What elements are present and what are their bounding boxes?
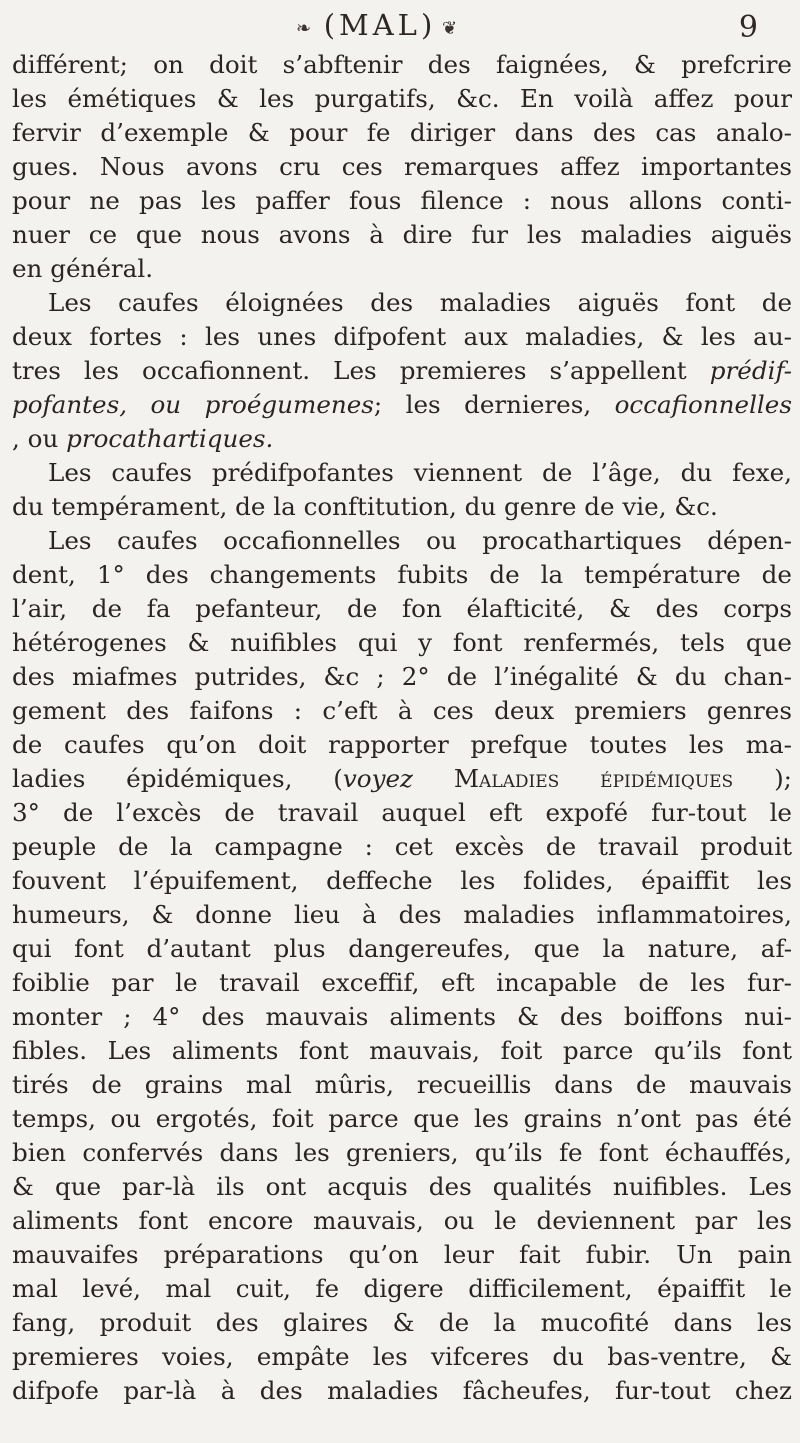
text-line: mauvaifes préparations qu’on leur fait fubir. Un pain [12, 1240, 792, 1269]
text-line [12, 762, 792, 796]
text-line: fibles. Les aliments font mauvais, foit parce qu’ils font [12, 1036, 792, 1065]
text-line: peuple de la campagne : cet excès de travail produit [12, 832, 792, 861]
text-line: l’air, de fa pefanteur, de fon élafticité, & des corps [12, 594, 792, 623]
italic-term: proégumenes [204, 390, 374, 419]
text-line: en général. [12, 254, 154, 283]
text-body [12, 48, 792, 1408]
text-line: bien confervés dans les greniers, qu’ils fe font échauffés, [12, 1138, 792, 1167]
text-line: Les caufes occafionnelles ou procathartiques dépen- [48, 526, 792, 555]
text-line: temps, ou ergotés, foit parce que les grains n’ont pas été [12, 1104, 792, 1133]
text-fragment: ); [774, 764, 792, 793]
italic-term: pofantes, ou [12, 390, 182, 419]
text-line: de caufes qu’on doit rapporter prefque toutes les ma- [12, 730, 792, 759]
text-line: Les caufes éloignées des maladies aiguës font de [48, 288, 792, 317]
text-line: qui font d’autant plus dangereufes, que la nature, af- [12, 934, 792, 963]
text-fragment: , ou [12, 424, 59, 453]
italic-term: occafionnelles [614, 390, 792, 419]
fleuron-left-icon: ❧ [296, 18, 312, 39]
cross-reference: Maladies épidémiques [453, 764, 734, 793]
text-line: hétérogenes & nuifibles qui y font renfermés, tels que [12, 628, 792, 657]
text-line: deux fortes : les unes difpofent aux maladies, & les au- [12, 322, 792, 351]
running-head [0, 6, 800, 52]
text-line: tirés de grains mal mûris, recueillis dans de mauvais [12, 1070, 792, 1099]
italic-term: prédif- [709, 356, 792, 385]
text-line: du tempérament, de la conftitution, du genre de vie, &c. [12, 492, 718, 521]
text-line [12, 388, 792, 422]
text-line: gues. Nous avons cru ces remarques affez importantes [12, 152, 792, 181]
text-line: difpofe par-là à des maladies fâcheufes, fur-tout chez [12, 1376, 792, 1405]
text-line: fervir d’exemple & pour fe diriger dans des cas analo- [12, 118, 792, 147]
text-line: différent; on doit s’abftenir des faignées, & prefcrire [12, 50, 792, 79]
text-line: nuer ce que nous avons à dire fur les maladies aiguës [12, 220, 792, 249]
text-fragment: ladies épidémiques, ( [12, 764, 343, 793]
italic-term: procathartiques. [66, 424, 274, 453]
text-line [12, 422, 792, 456]
text-line: aliments font encore mauvais, ou le deviennent par les [12, 1206, 792, 1235]
text-line: Les caufes prédifpofantes viennent de l’âge, du fexe, [48, 458, 792, 487]
text-line: fang, produit des glaires & de la mucofité dans les [12, 1308, 792, 1337]
text-line: 3° de l’excès de travail auquel eft expofé fur-tout le [12, 798, 792, 827]
text-line: des miafmes putrides, &c ; 2° de l’inégalité & du chan- [12, 662, 792, 691]
text-line: & que par-là ils ont acquis des qualités nuifibles. Les [12, 1172, 792, 1201]
text-line [12, 354, 792, 388]
text-line: premieres voies, empâte les vifceres du bas-ventre, & [12, 1342, 792, 1371]
text-line: humeurs, & donne lieu à des maladies inflammatoires, [12, 900, 792, 929]
text-line: fouvent l’épuifement, deffeche les folides, épaiffit les [12, 866, 792, 895]
text-line: gement des faifons : c’eft à ces deux premiers genres [12, 696, 792, 725]
text-fragment: tres les occafionnent. Les premieres s’appellent [12, 356, 687, 385]
text-fragment: ; les dernieres, [373, 390, 592, 419]
text-line: foiblie par le travail exceffif, eft incapable de les fur- [12, 968, 792, 997]
italic-term: voyez [342, 764, 413, 793]
text-line: dent, 1° des changements fubits de la température de [12, 560, 792, 589]
page-number: 9 [738, 10, 758, 45]
text-line: monter ; 4° des mauvais aliments & des boiffons nui- [12, 1002, 792, 1031]
running-head-title: (MAL) [323, 8, 437, 42]
fleuron-right-icon: ❦ [442, 18, 458, 39]
text-line: les émétiques & les purgatifs, &c. En voilà affez pour [12, 84, 792, 113]
text-line: pour ne pas les paffer fous filence : nous allons conti- [12, 186, 792, 215]
text-line: mal levé, mal cuit, fe digere difficilement, épaiffit le [12, 1274, 792, 1303]
